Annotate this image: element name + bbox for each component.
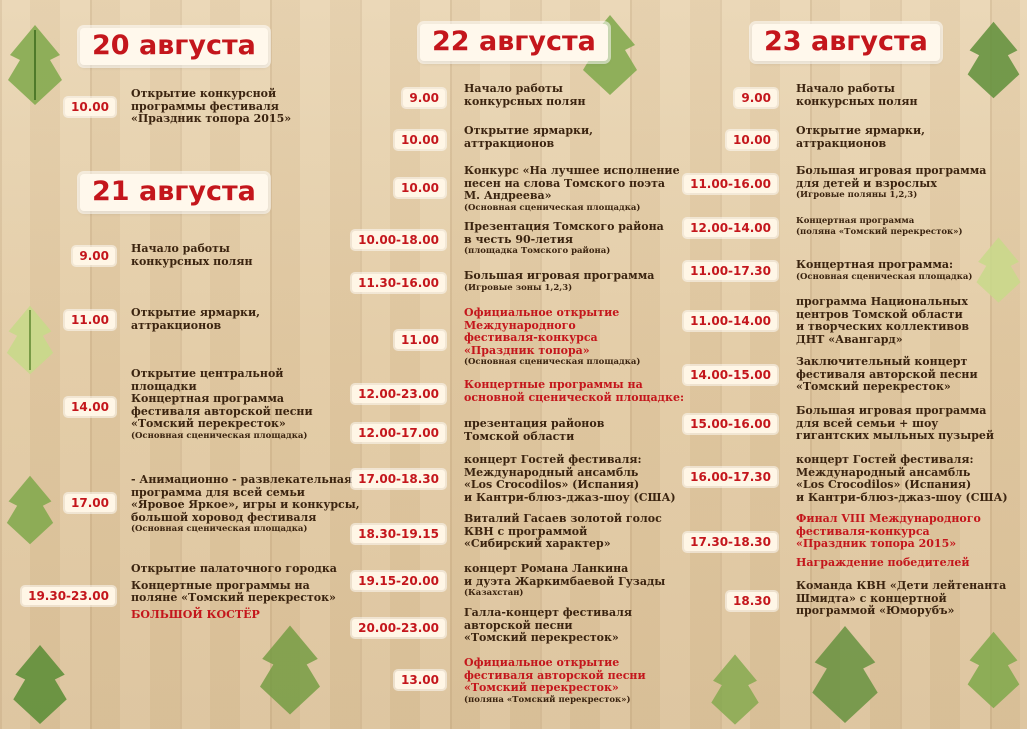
event-time: 11.30-16.00 <box>352 274 445 292</box>
day-header-21: 21 августа <box>80 174 268 211</box>
event-time: 11.00-14.00 <box>684 312 777 330</box>
day-header-22: 22 августа <box>420 24 608 61</box>
event-desc: Концертная программа (поляна «Томский перекресток») <box>796 216 963 237</box>
event-time: 9.00 <box>735 89 777 107</box>
event-desc: Команда КВН «Дети лейтенанта Шмидта» с концертной программой «Юморубъ» <box>796 579 1007 617</box>
event-desc: концерт Гостей фестиваля: Международный ансамбль «Los Crocodilos» (Испания) и Кантри-блюз-джаз-шоу (США) <box>464 453 676 504</box>
event-desc: Открытие конкурсной программы фестиваля «Праздник топора 2015» <box>131 87 292 125</box>
column-day-20-21 <box>0 0 360 729</box>
event-desc: Начало работы конкурсных полян <box>464 82 586 108</box>
event-desc: концерт Романа Ланкина и дуэта Жаркимбаевой Гузады (Казахстан) <box>464 562 666 598</box>
event-desc: Начало работы конкурсных полян <box>131 242 253 268</box>
event-time: 10.00 <box>727 131 777 149</box>
event-time: 11.00 <box>65 311 115 329</box>
event-time: 13.00 <box>395 671 445 689</box>
event-time: 10.00 <box>65 98 115 116</box>
event-desc: Большая игровая программа для детей и взрослых (Игровые поляны 1,2,3) <box>796 164 987 200</box>
column-day-23 <box>690 0 1027 729</box>
event-desc: концерт Гостей фестиваля: Международный ансамбль «Los Crocodilos» (Испания) и Кантри-блюз-джаз-шоу (США) <box>796 453 1008 504</box>
event-desc: - Анимационно - развлекательная программа для всей семьи «Яровое Яркое», игры и конкурсы, большой хоровод фестиваля (Основная сценическая площадка) <box>131 473 360 534</box>
event-time: 11.00-17.30 <box>684 262 777 280</box>
event-time: 19.30-23.00 <box>22 587 115 605</box>
event-time: 10.00-18.00 <box>352 231 445 249</box>
event-desc: Галла-концерт фестиваля авторской песни «Томский перекресток» <box>464 606 632 644</box>
event-time: 16.00-17.30 <box>684 468 777 486</box>
event-time: 12.00-14.00 <box>684 219 777 237</box>
column-day-22 <box>350 0 690 729</box>
event-time: 17.00-18.30 <box>352 470 445 488</box>
event-time: 10.00 <box>395 179 445 197</box>
event-desc: Концертные программы на основной сценической площадке: <box>464 378 684 404</box>
event-time: 12.00-17.00 <box>352 424 445 442</box>
event-time: 20.00-23.00 <box>352 619 445 637</box>
day-header-20: 20 августа <box>80 28 268 65</box>
event-desc: Большая игровая программа (Игровые зоны 1,2,3) <box>464 269 655 293</box>
event-desc: Открытие центральной площадки Концертная программа фестиваля авторской песни «Томский перекресток» (Основная сценическая площадка) <box>131 367 313 441</box>
event-time: 17.30-18.30 <box>684 533 777 551</box>
event-time: 9.00 <box>73 247 115 265</box>
event-desc: Концертная программа: (Основная сценическая площадка) <box>796 258 973 282</box>
event-desc: Открытие ярмарки, аттракционов <box>464 124 593 150</box>
event-time: 10.00 <box>395 131 445 149</box>
event-time: 18.30 <box>727 592 777 610</box>
event-desc: Открытие ярмарки, аттракционов <box>796 124 925 150</box>
event-time: 18.30-19.15 <box>352 525 445 543</box>
event-desc: презентация районов Томской области <box>464 417 605 443</box>
event-desc: Большая игровая программа для всей семьи + шоу гигантских мыльных пузырей <box>796 404 995 442</box>
event-desc: Официальное открытие фестиваля авторской песни «Томский перекресток» (поляна «Томский перекресток») <box>464 656 646 705</box>
event-desc: Презентация Томского района в честь 90-летия (площадка Томского района) <box>464 220 664 256</box>
event-desc: Официальное открытие Международного фестиваля-конкурса «Праздник топора» (Основная сценическая площадка) <box>464 306 641 367</box>
event-desc: Начало работы конкурсных полян <box>796 82 918 108</box>
event-time: 14.00-15.00 <box>684 366 777 384</box>
event-time: 11.00 <box>395 331 445 349</box>
event-time: 17.00 <box>65 494 115 512</box>
event-desc: Виталий Гасаев золотой голос КВН с программой «Сибирский характер» <box>464 512 662 550</box>
event-desc: Заключительный концерт фестиваля авторской песни «Томский перекресток» <box>796 355 978 393</box>
event-time: 9.00 <box>403 89 445 107</box>
event-time: 15.00-16.00 <box>684 415 777 433</box>
event-desc: Открытие ярмарки, аттракционов <box>131 306 260 332</box>
event-time: 14.00 <box>65 398 115 416</box>
event-desc: программа Национальных центров Томской области и творческих коллективов ДНТ «Авангард» <box>796 295 970 346</box>
event-desc: Конкурс «На лучшее исполнение песен на слова Томского поэта М. Андреева» (Основная сценическая площадка) <box>464 164 680 213</box>
event-desc: Финал VIII Международного фестиваля-конкурса «Праздник топора 2015» Награждение победителей <box>796 512 981 569</box>
event-desc: Открытие палаточного городка Концертные программы на поляне «Томский перекресток» БОЛЬШОЙ КОСТЁР <box>131 562 337 621</box>
event-time: 11.00-16.00 <box>684 175 777 193</box>
event-time: 12.00-23.00 <box>352 385 445 403</box>
event-time: 19.15-20.00 <box>352 572 445 590</box>
day-header-23: 23 августа <box>752 24 940 61</box>
